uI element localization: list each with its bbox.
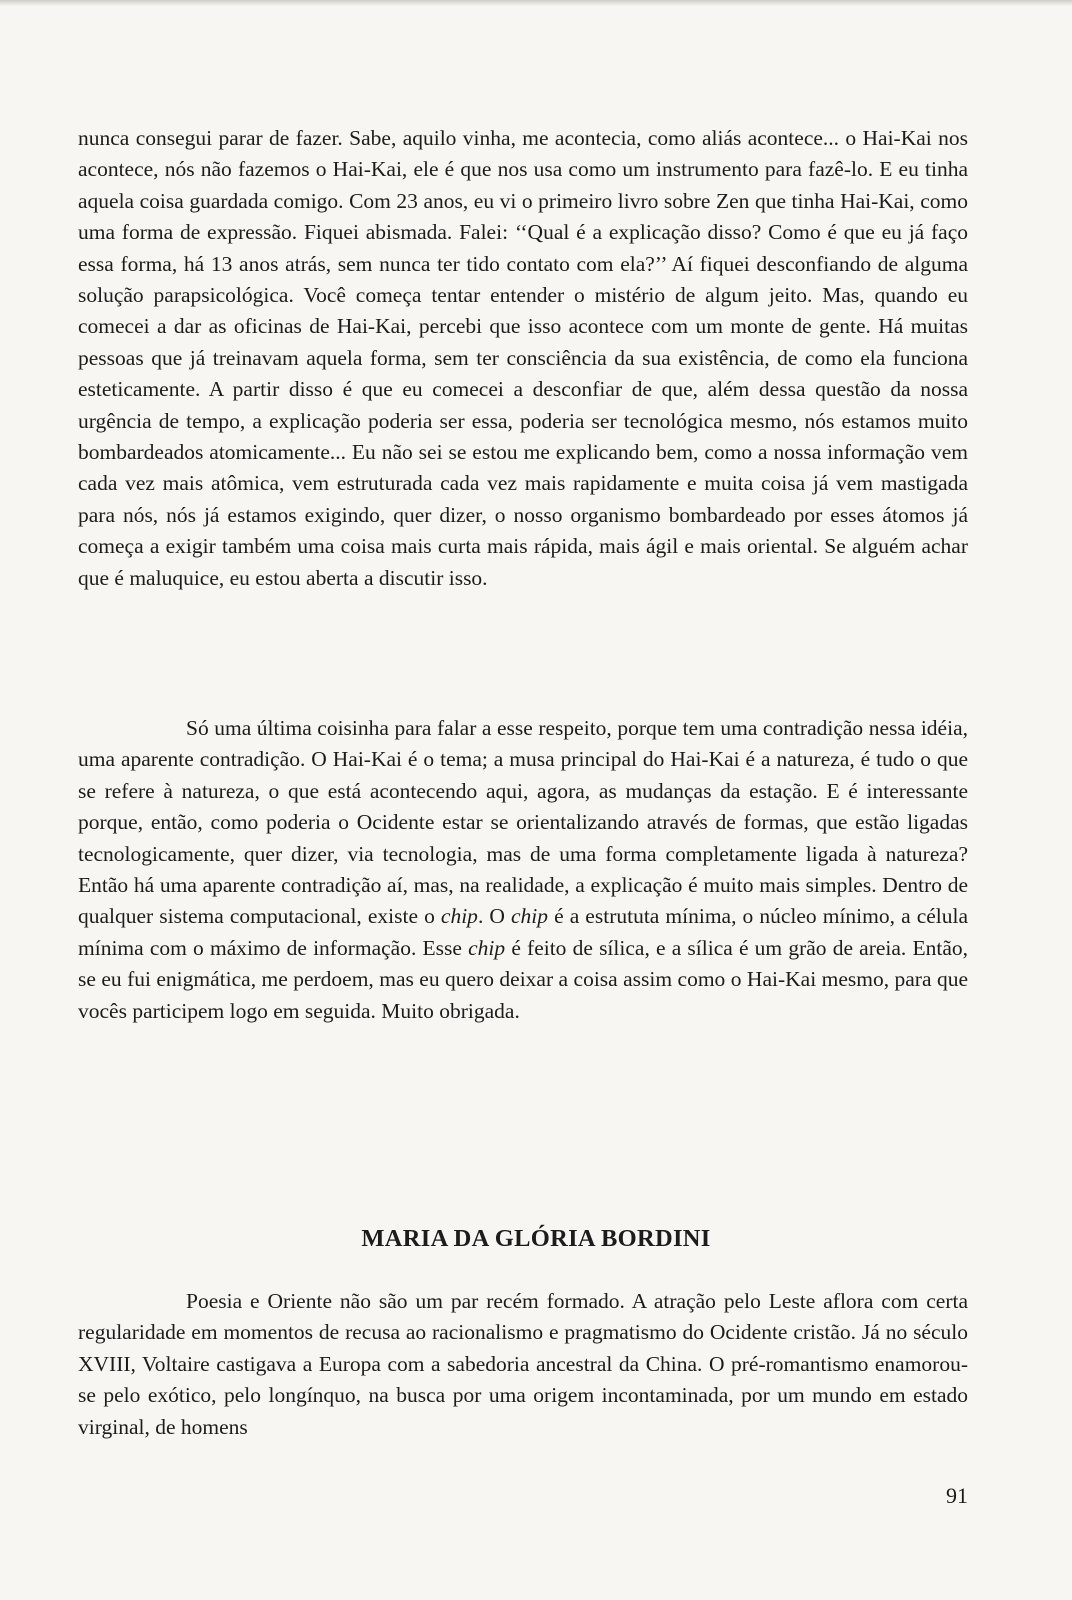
text-run: Só uma última coisinha para falar a esse respeito, porque tem uma contradição nessa idéia, uma aparente contradição. O Hai-Kai é o tema; a musa principal do Hai-Kai é a natureza, é tudo o que se refere à natureza, o que está acontecendo aqui, agora, as mudanças da estação. E é interessante porque, então, como poderia o Ocidente estar se orientalizando através de formas, que estão ligadas tecnologicamente, quer dizer, via tecnologia, mas de uma forma completamente ligada à natureza? Então há uma aparente contradição aí, mas, na realidade, a explicação é muito mais simples. Dentro de qualquer sistema computacional, existe o xyxy=(78,716,968,929)
paragraph-text xyxy=(78,713,968,1027)
paragraph-poesia-oriente xyxy=(78,1286,968,1443)
page-edge-shadow xyxy=(0,0,1072,6)
text-run: é feito de sílica, e a sílica é um grão de areia. Então, se eu fui enigmática, me perdoem, mas eu quero deixar a coisa assim como o Hai-Kai mesmo, para que vocês participem logo em seguida. Muito obrigada. xyxy=(78,935,968,1023)
page-number: 91 xyxy=(946,1483,968,1508)
paragraph-text: Poesia e Oriente não são um par recém formado. A atração pelo Leste aflora com certa regularidade em momentos de recusa ao racionalismo e pragmatismo do Ocidente cristão. Já no século XVIII, Voltaire castigava a Europa com a sabedoria ancestral da China. O pré-romantismo enamorou-se pelo exótico, pelo longínquo, na busca por uma origem incontaminada, por um mundo em estado virginal, de homens xyxy=(78,1289,968,1439)
paragraph-chip xyxy=(78,713,968,1027)
italic-term: chip xyxy=(510,904,549,929)
paragraph-continuation xyxy=(78,123,968,594)
text-run: é a estrututa mínima, o núcleo mínimo, a célula mínima com o máximo de informação. Esse xyxy=(78,904,969,960)
paragraph-text: nunca consegui parar de fazer. Sabe, aquilo vinha, me acontecia, como aliás acontece... o Hai-Kai nos acontece, nós não fazemos o Hai-Kai, ele é que nos usa como um instrumento para fazê-lo. E eu tinha aquela coisa guardada comigo. Com 23 anos, eu vi o primeiro livro sobre Zen que tinha Hai-Kai, como uma forma de expressão. Fiquei abismada. Falei: ‘‘Qual é a explicação disso? Como é que eu já faço essa forma, há 13 anos atrás, sem nunca ter tido contato com ela?’’ Aí fiquei desconfiando de alguma solução parapsicológica. Você começa tentar entender o mistério de algum jeito. Mas, quando eu comecei a dar as oficinas de Hai-Kai, percebi que isso acontece com um monte de gente. Há muitas pessoas que já treinavam aquela forma, sem ter consciência da sua existência, de como ela funciona esteticamente. A partir disso é que eu comecei a desconfiar de que, além dessa questão da nossa urgência de tempo, a explicação poderia ser essa, poderia ser tecnológica mesmo, nós estamos muito bombardeados atomicamente... Eu não sei se estou me explicando bem, como a nossa informação vem cada vez mais atômica, vem estruturada cada vez mais rapidamente e muita coisa já vem mastigada para nós, nós já estamos exigindo, quer dizer, o nosso organismo bombardeado por esses átomos já começa a exigir também uma coisa mais curta mais rápida, mais ágil e mais oriental. Se alguém achar que é maluquice, eu estou aberta a discutir isso. xyxy=(78,126,968,590)
italic-term: chip xyxy=(468,935,506,960)
italic-term: chip xyxy=(440,904,478,929)
section-heading: MARIA DA GLÓRIA BORDINI xyxy=(361,1225,711,1252)
text-run: . O xyxy=(477,904,511,929)
